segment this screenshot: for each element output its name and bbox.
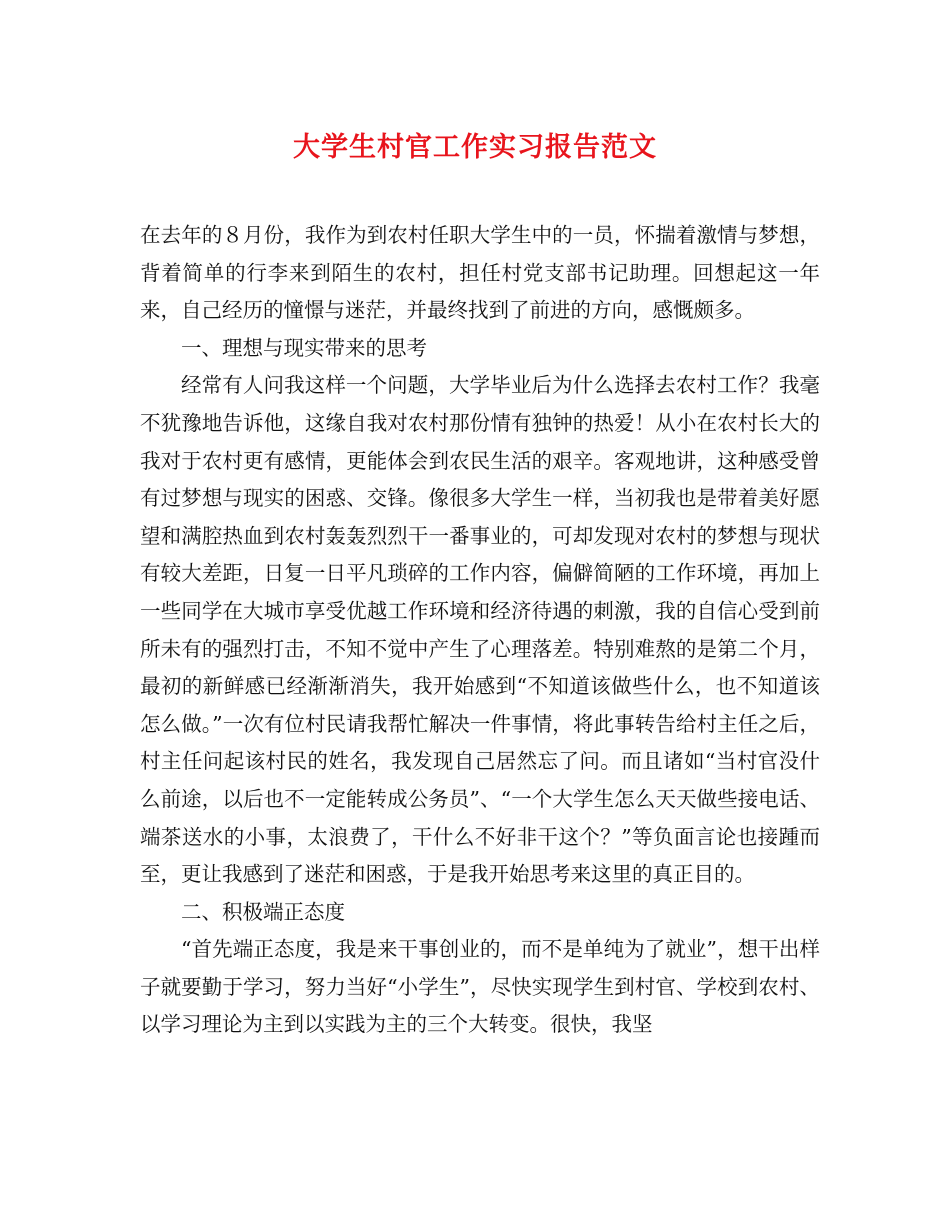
intro-paragraph: 在去年的８月份，我作为到农村任职大学生中的一员，怀揣着激情与梦想，背着简单的行李来到陌生的农村，担任村党支部书记助理。回想起这一年来，自己经历的憧憬与迷茫，并最终找到了前进的方向，感慨颇多。 bbox=[140, 223, 820, 323]
document-title: 大学生村官工作实习报告范文 bbox=[293, 132, 657, 163]
section-2-paragraph: “首先端正态度，我是来干事创业的，而不是单纯为了就业”，想干出样子就要勤于学习，努力当好“小学生”，尽快实现学生到村官、学校到农村、以学习理论为主到以实践为主的三个大转变。很快，我坚 bbox=[140, 937, 820, 1037]
section-1-paragraph: 经常有人问我这样一个问题，大学毕业后为什么选择去农村工作？我毫不犹豫地告诉他，这缘自我对农村那份情有独钟的热爱！从小在农村长大的我对于农村更有感情，更能体会到农民生活的艰辛。客观地讲，这种感受曾有过梦想与现实的困惑、交锋。像很多大学生一样，当初我也是带着美好愿望和满腔热血到农村轰轰烈烈干一番事业的，可却发现对农村的梦想与现状有较大差距，日复一日平凡琐碎的工作内容，偏僻简陋的工作环境，再加上一些同学在大城市享受优越工作环境和经济待遇的刺激，我的自信心受到前所未有的强烈打击，不知不觉中产生了心理落差。特别难熬的是第二个月，最初的新鲜感已经渐渐消失，我开始感到“不知道该做些什么，也不知道该怎么做。”一次有位村民请我帮忙解决一件事情，将此事转告给村主任之后，村主任问起该村民的姓名，我发现自己居然忘了问。而且诸如“当村官没什么前途，以后也不一定能转成公务员”、“一个大学生怎么天天做些接电话、端茶送水的小事，太浪费了，干什么不好非干这个？”等负面言论也接踵而至，更让我感到了迷茫和困惑，于是我开始思考来这里的真正目的。 bbox=[140, 373, 820, 887]
section-heading-2: 二、积极端正态度 bbox=[181, 899, 345, 924]
section-heading-1: 一、理想与现实带来的思考 bbox=[181, 335, 427, 360]
document-body bbox=[140, 217, 820, 1044]
